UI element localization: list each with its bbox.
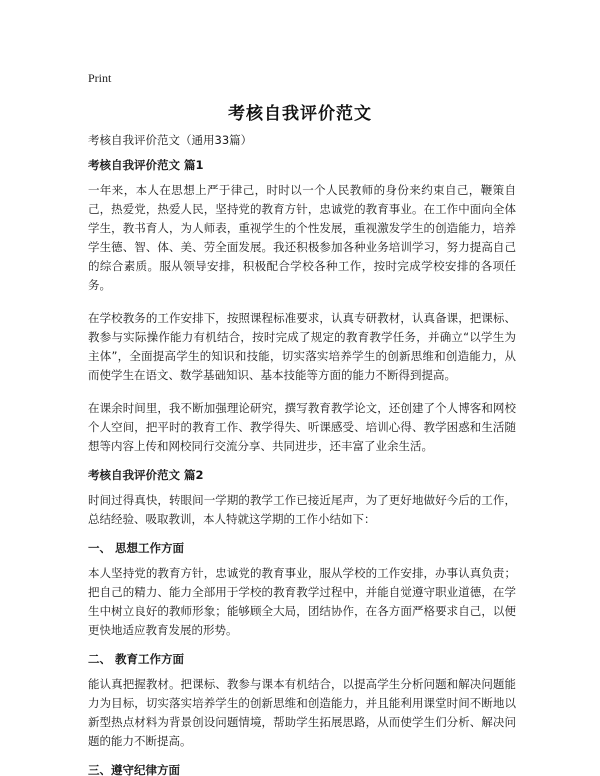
paragraph: 能认真把握教材。把课标、教参与课本有机结合，以提高学生分析问题和解决问题能力为目标，切实落实培养学生的创新思维和创造能力，并且能利用课堂时间不断地以新型热点材料为背景创设问题情境，帮助学生拓展思路，从而使学生们分析、解决问题的能力不断提高。 bbox=[88, 677, 516, 748]
paragraph: 在学校教务的工作安排下，按照课程标准要求，认真专研教材，认真备课，把课标、教参与实际操作能力有机结合，按时完成了规定的教育教学任务，并确立“以学生为主体”，全面提高学生的知识和技能，切实落实培养学生的创新思维和创造能力，从而使学生在语文、数学基础知识、基本技能等方面的能力不断得到提高。 bbox=[88, 311, 516, 382]
page-title: 考核自我评价范文 bbox=[228, 104, 372, 124]
subsection-heading-2: 二、 教育工作方面 bbox=[88, 652, 185, 666]
paragraph: 本人坚持党的教育方针，忠诚党的教育事业，服从学校的工作安排，办事认真负责；把自己的精力、能力全部用于学校的教育教学过程中，并能自觉遵守职业道德，在学生中树立良好的教师形象；能够顾全大局，团结协作，在各方面严格要求自己，以便更快地适应教育发展的形势。 bbox=[88, 566, 516, 637]
section-heading-2: 考核自我评价范文 篇2 bbox=[88, 468, 204, 482]
paragraph: 时间过得真快，转眼间一学期的教学工作已接近尾声，为了更好地做好今后的工作，总结经验、吸取教训，本人特就这学期的工作小结如下： bbox=[88, 493, 516, 526]
subsection-heading-1: 一、 思想工作方面 bbox=[88, 541, 185, 555]
document-body bbox=[88, 131, 516, 776]
subsection-heading-3: 三、遵守纪律方面 bbox=[88, 763, 180, 776]
paragraph: 一年来，本人在思想上严于律己，时时以一个人民教师的身份来约束自己，鞭策自己，热爱党，热爱人民，坚持党的教育方针，忠诚党的教育事业。在工作中面向全体学生，教书育人，为人师表，重视学生的个性发展，重视激发学生的创造能力，培养学生德、智、体、美、劳全面发展。我还积极参加各种业务培训学习，努力提高自己的综合素质。服从领导安排，积极配合学校各种工作，按时完成学校安排的各项任务。 bbox=[88, 183, 516, 292]
document-subtitle: 考核自我评价范文（通用33篇） bbox=[88, 133, 253, 147]
section-heading-1: 考核自我评价范文 篇1 bbox=[88, 158, 204, 172]
print-link[interactable]: Print bbox=[88, 71, 112, 85]
paragraph: 在课余时间里，我不断加强理论研究，撰写教育教学论文，还创建了个人博客和网校个人空间，把平时的教育工作、教学得失、听课感受、培训心得、教学困惑和生活随想等内容上传和网校同行交流分享、共同进步，还丰富了业余生活。 bbox=[88, 401, 516, 453]
